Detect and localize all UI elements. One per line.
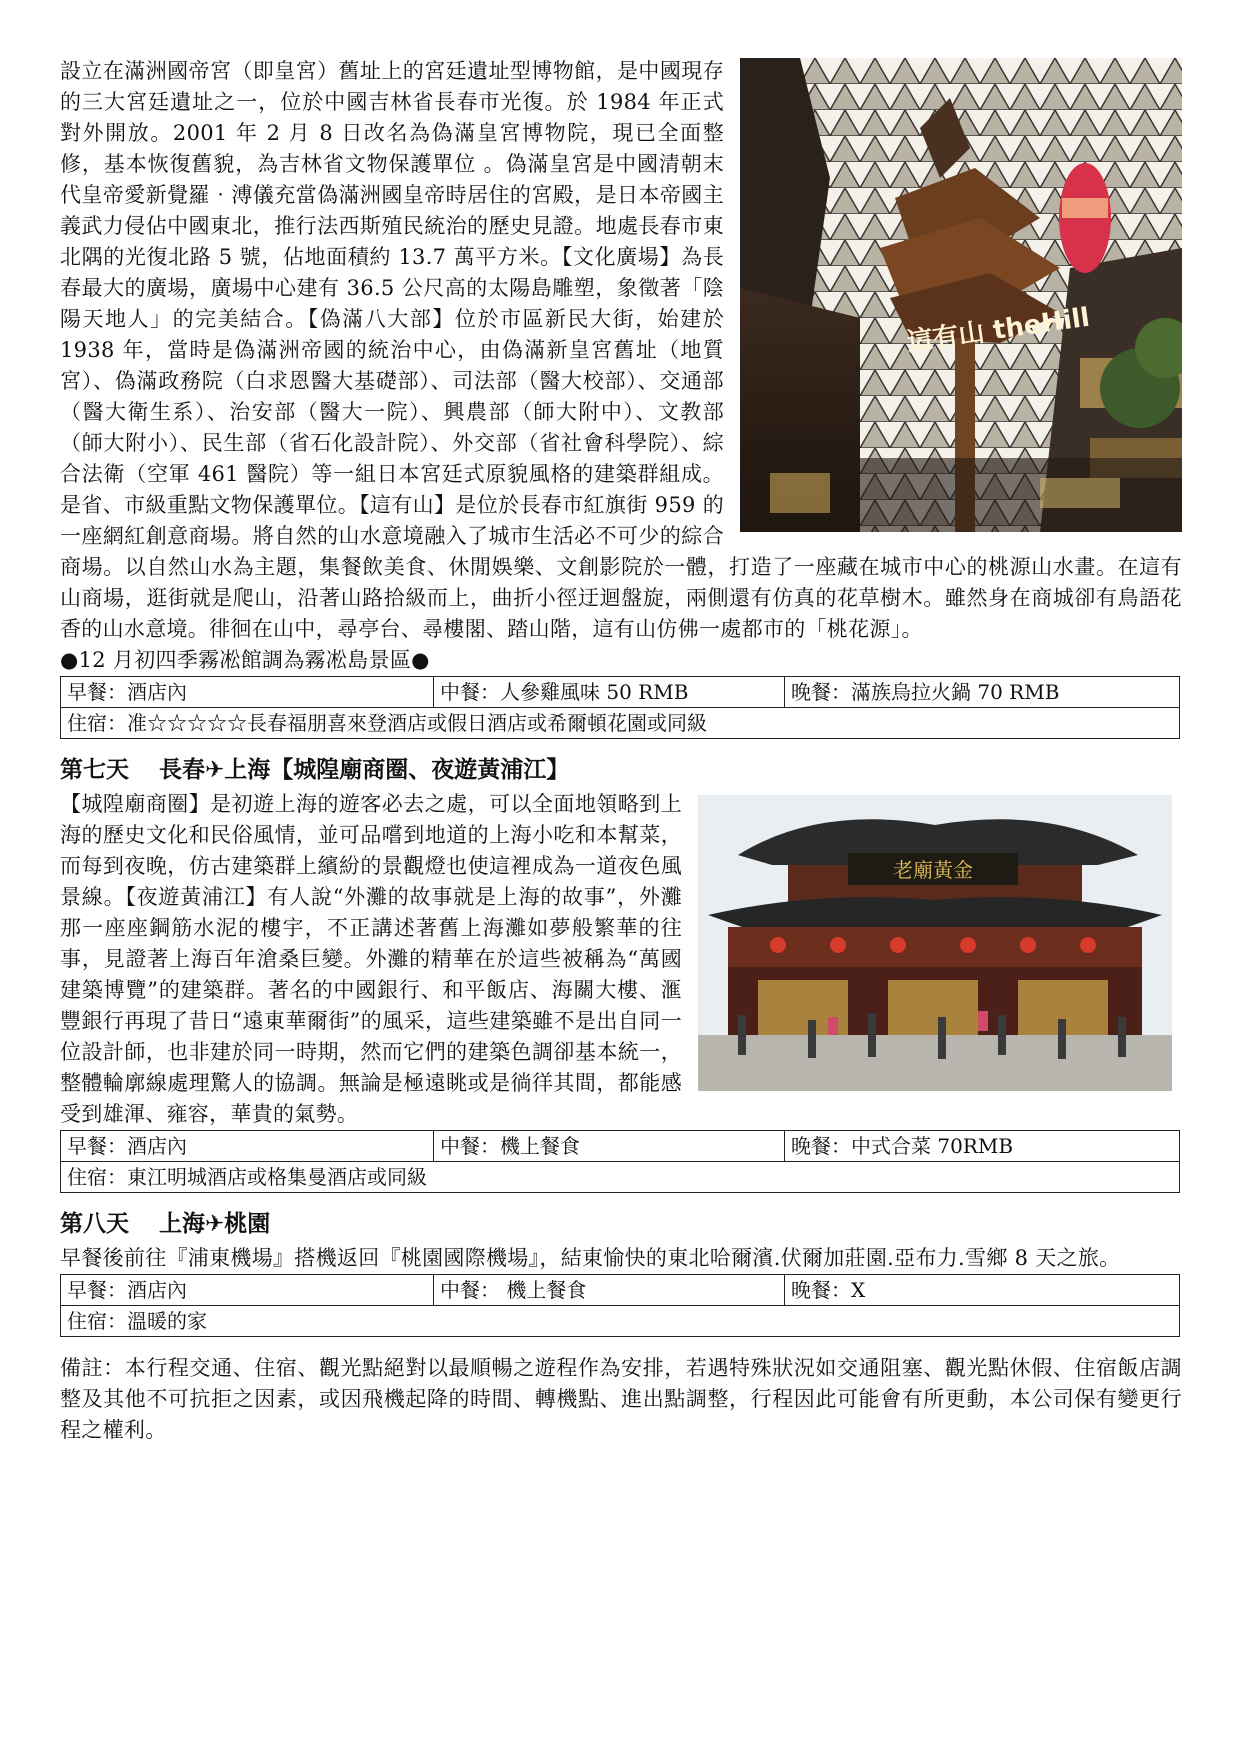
day7-label: 第七天 — [60, 757, 129, 783]
day7-route: 長春✈上海【城隍廟商圈、夜遊黃浦江】 — [159, 757, 570, 783]
breakfast-cell: 早餐：酒店內 — [61, 1131, 434, 1162]
meals-row — [61, 677, 1180, 708]
day8-label: 第八天 — [60, 1211, 129, 1237]
lodging-cell: 住宿：溫暖的家 — [61, 1306, 1180, 1337]
temple-sign: 老廟黃金 — [893, 858, 973, 882]
day6-meals-table — [60, 676, 1180, 739]
the-hill-sign: 這有山 theHill — [905, 302, 1092, 358]
day7-heading — [60, 753, 1182, 787]
itinerary-page — [60, 56, 1182, 1446]
dinner-cell: 晚餐：滿族烏拉火鍋 70 RMB — [785, 677, 1180, 708]
day7-meals-table — [60, 1130, 1180, 1193]
lodging-row — [61, 708, 1180, 739]
lodging-row — [61, 1162, 1180, 1193]
day6-description: 設立在滿洲國帝宮（即皇宮）舊址上的宮廷遺址型博物館，是中國現存的三大宮廷遺址之一，位於中國吉林省長春市光復。於 1984 年正式對外開放。2001 年 2 月 8 日改名為偽滿皇宮博物院，現已全面整修，基本恢復舊貌，為吉林省文物保護單位 。偽滿皇宮是中國清朝末代皇帝愛新覺羅‧溥儀充當偽滿洲國皇帝時居住的宮殿，是日本帝國主義武力侵佔中國東北，推行法西斯殖民統治的歷史見證。地處長春市東北隅的光復北路 5 號，佔地面積約 13.7 萬平方米。【文化廣場】為長春最大的廣場，廣場中心建有 36.5 公尺高的太陽島雕塑，象徵著「陰陽天地人」的完美結合。【偽滿八大部】位於市區新民大街，始建於 1938 年，當時是偽滿洲帝國的統治中心，由偽滿新皇宮舊址（地質宮）、偽滿政務院（白求恩醫大基礎部）、司法部（醫大校部）、交通部（醫大衛生系）、治安部（醫大一院）、興農部（師大附中）、文教部（師大附小）、民生部（省石化設計院）、外交部（省社會科學院）、綜合法衛（空軍 461 醫院）等一組日本宮廷式原貌風格的建築群組成。是省、市級重點文物保護單位。【這有山】是位於長春市紅旗街 959 的一座網紅創意商場。將自然的山水意境融入了城市生活必不可少的綜合商場。以自然山水為主題，集餐飲美食、休閒娛樂、文創影院於一體，打造了一座藏在城市中心的桃源山水畫。在這有山商場，逛街就是爬山，沿著山路拾級而上，曲折小徑迂迴盤旋，兩側還有仿真的花草樹木。雖然身在商城卻有鳥語花香的山水意境。徘徊在山中，尋亭台、尋樓閣、踏山階，這有山仿佛一處都市的「桃花源」。 — [60, 59, 1182, 641]
day7-description: 【城隍廟商圈】是初遊上海的遊客必去之處，可以全面地領略到上海的歷史文化和民俗風情，並可品嚐到地道的上海小吃和本幫菜，而每到夜晚，仿古建築群上繽紛的景觀燈也使這裡成為一道夜色風景線。【夜遊黃浦江】有人說“外灘的故事就是上海的故事”，外灘那一座座鋼筋水泥的樓宇，不正講述著舊上海灘如夢般繁華的往事，見證著上海百年滄桑巨變。外灘的精華在於這些被稱為“萬國建築博覽”的建築群。著名的中國銀行、和平飯店、海關大樓、滙豐銀行再現了昔日“遠東華爾街”的風采，這些建築雖不是出自同一位設計師，也非建於同一時期，然而它們的建築色調卻基本統一，整體輪廓線處理驚人的協調。無論是極遠眺或是徜徉其間，都能感受到雄渾、雍容，華貴的氣勢。 — [60, 792, 682, 1126]
day8-heading — [60, 1207, 1182, 1241]
lodging-cell: 住宿：東江明城酒店或格集曼酒店或同級 — [61, 1162, 1180, 1193]
dinner-cell: 晚餐：X — [785, 1275, 1180, 1306]
lodging-cell: 住宿：准☆☆☆☆☆長春福朋喜來登酒店或假日酒店或希爾頓花園或同級 — [61, 708, 1180, 739]
the-hill-mall-photo — [740, 58, 1182, 532]
day8-section — [60, 1207, 1182, 1337]
city-god-temple-photo — [698, 795, 1172, 1091]
day6-notice: ●12 月初四季霧凇館調為霧凇島景區● — [60, 648, 430, 672]
remark-note: 備註：本行程交通、住宿、觀光點絕對以最順暢之遊程作為安排，若遇特殊狀況如交通阻塞、觀光點休假、住宿飯店調整及其他不可抗拒之因素，或因飛機起降的時間、轉機點、進出點調整，行程因此可能會有所更動，本公司保有變更行程之權利。 — [60, 1356, 1182, 1442]
breakfast-cell: 早餐：酒店內 — [61, 677, 434, 708]
day8-route: 上海✈桃園 — [159, 1211, 271, 1237]
day6-section — [60, 56, 1182, 739]
lunch-cell: 中餐： 機上餐食 — [434, 1275, 785, 1306]
meals-row — [61, 1275, 1180, 1306]
meals-row — [61, 1131, 1180, 1162]
day8-description: 早餐後前往『浦東機場』搭機返回『桃園國際機場』，結東愉快的東北哈爾濱.伏爾加莊園.亞布力.雪鄉 8 天之旅。 — [60, 1246, 1121, 1270]
day8-meals-table — [60, 1274, 1180, 1337]
dinner-cell: 晚餐：中式合菜 70RMB — [785, 1131, 1180, 1162]
lunch-cell: 中餐：人參雞風味 50 RMB — [434, 677, 785, 708]
lodging-row — [61, 1306, 1180, 1337]
lunch-cell: 中餐：機上餐食 — [434, 1131, 785, 1162]
breakfast-cell: 早餐：酒店內 — [61, 1275, 434, 1306]
day7-section — [60, 753, 1182, 1193]
